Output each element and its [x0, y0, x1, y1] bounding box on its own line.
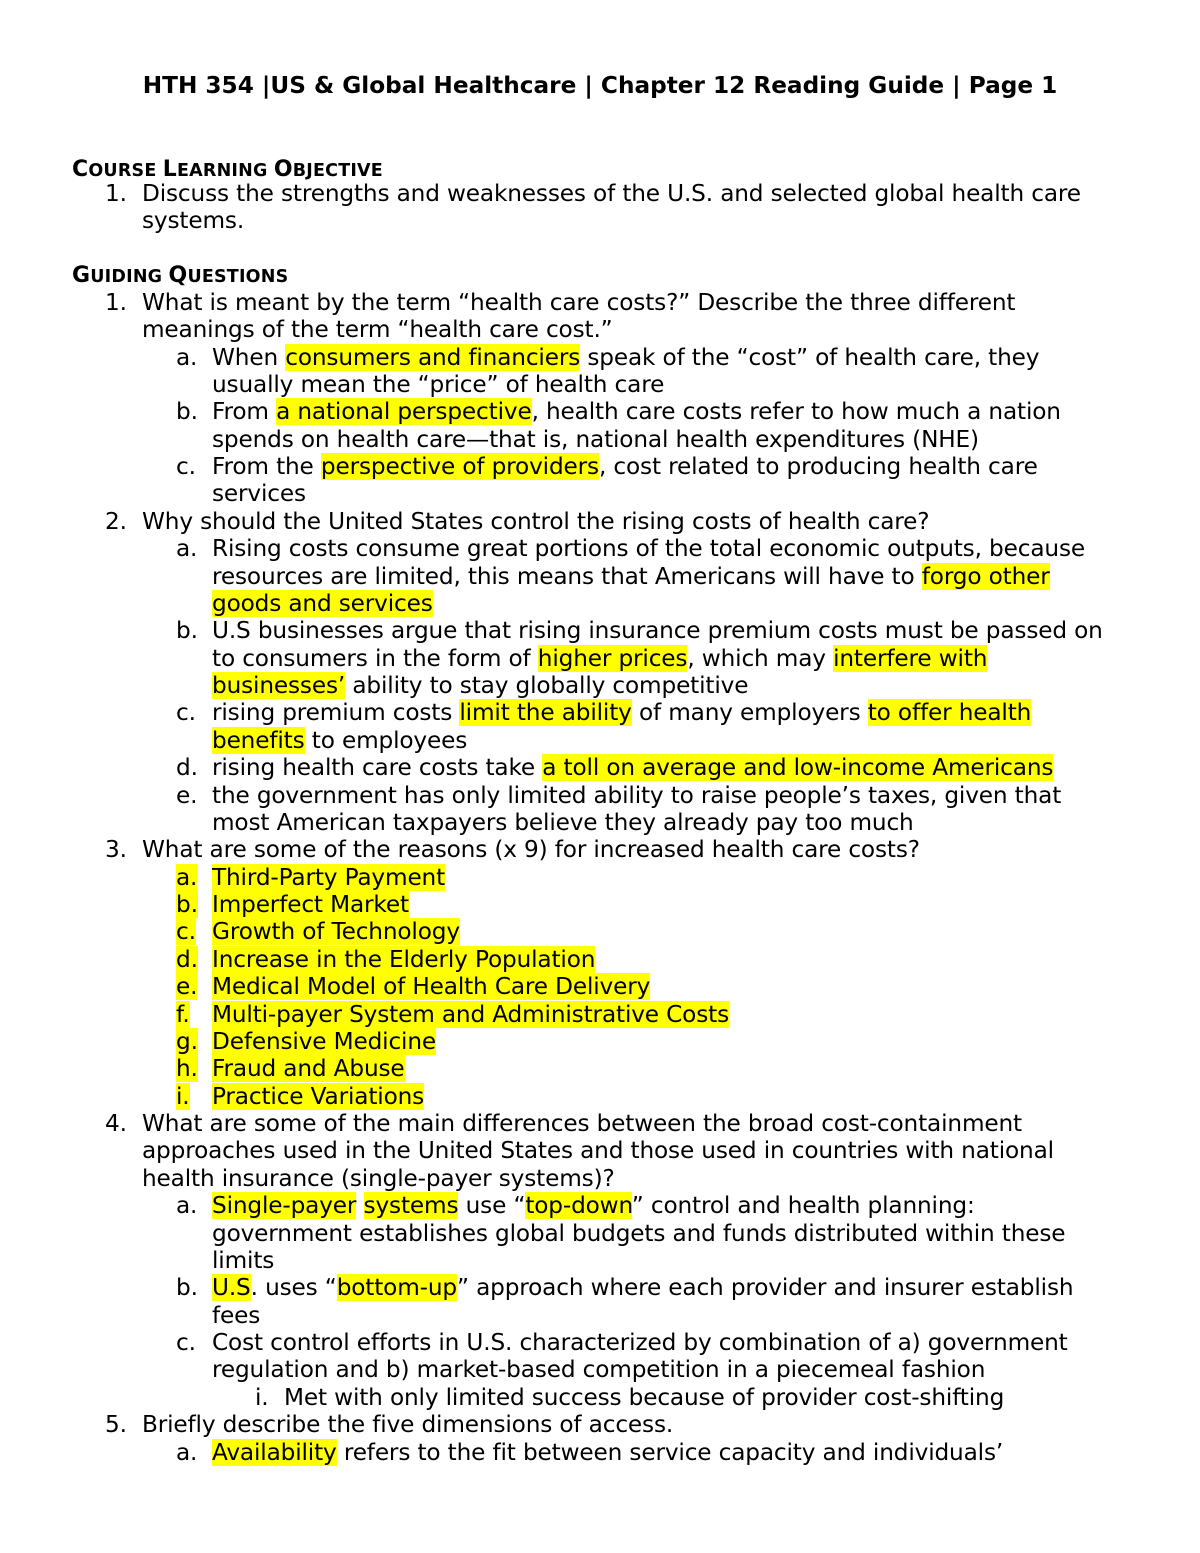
highlight: higher prices	[537, 645, 688, 672]
list-marker: a.	[176, 535, 198, 562]
list-marker: 3.	[105, 836, 127, 863]
highlight: Increase in the Elderly Population	[212, 946, 596, 973]
answer-line	[212, 918, 460, 945]
answer-line: regulation and b) market-based competition in a piecemeal fashion	[212, 1356, 986, 1383]
list-marker: c.	[176, 699, 196, 726]
highlight: Multi-payer System and Administrative Costs	[212, 1001, 730, 1028]
answer-line: From a national perspective, health care costs refer to how much a nation	[212, 398, 1061, 425]
list-marker: h.	[176, 1055, 198, 1082]
list-marker: i.	[255, 1384, 269, 1411]
list-marker: c.	[176, 1329, 196, 1356]
highlight: consumers and financiers	[285, 344, 581, 371]
question-line: Briefly describe the five dimensions of access.	[142, 1411, 674, 1438]
list-marker: b.	[176, 891, 198, 918]
list-marker: 1.	[105, 180, 127, 207]
answer-line: benefits to employees	[212, 727, 468, 754]
answer-line: businesses’ ability to stay globally competitive	[212, 672, 749, 699]
list-marker: a.	[176, 864, 198, 891]
answer-line	[212, 1083, 424, 1110]
list-marker: d.	[176, 946, 198, 973]
answer-line: Rising costs consume great portions of the total economic outputs, because	[212, 535, 1085, 562]
answer-line: When consumers and financiers speak of the “cost” of health care, they	[212, 344, 1040, 371]
highlight: interfere with	[833, 645, 988, 672]
question-line: What is meant by the term “health care costs?” Describe the three different	[142, 289, 1016, 316]
list-marker: b.	[176, 617, 198, 644]
highlight: bottom-up	[336, 1274, 457, 1301]
list-marker: 4.	[105, 1110, 127, 1137]
question-line: meanings of the term “health care cost.”	[142, 316, 613, 343]
highlight: Availability	[212, 1439, 337, 1466]
list-marker: a.	[176, 1439, 198, 1466]
highlight: systems	[363, 1192, 459, 1219]
highlight: U.S	[212, 1274, 251, 1301]
list-marker: 1.	[105, 289, 127, 316]
highlight: a toll on average and low-income Americans	[542, 754, 1054, 781]
answer-line: spends on health care—that is, national health expenditures (NHE)	[212, 426, 979, 453]
list-marker: i.	[176, 1083, 190, 1110]
list-marker: f.	[176, 1001, 190, 1028]
answer-line	[212, 1001, 729, 1028]
guiding-questions-heading: GUIDING QUESTIONS	[72, 263, 289, 288]
answer-line	[212, 1028, 436, 1055]
list-marker: c.	[176, 453, 196, 480]
answer-line: fees	[212, 1302, 261, 1329]
answer-line: usually mean the “price” of health care	[212, 371, 665, 398]
answer-line: to consumers in the form of higher prices, which may interfere with	[212, 645, 988, 672]
highlight: Imperfect Market	[212, 891, 409, 918]
answer-line: services	[212, 480, 306, 507]
answer-line	[212, 973, 650, 1000]
list-marker: a.	[176, 344, 198, 371]
highlight: goods and services	[212, 590, 433, 617]
answer-line	[212, 1055, 405, 1082]
highlight: Third-Party Payment	[212, 864, 446, 891]
highlight: top-down	[525, 1192, 632, 1219]
answer-line: U.S. uses “bottom-up” approach where each provider and insurer establish	[212, 1274, 1074, 1301]
list-marker: c.	[176, 918, 196, 945]
answer-line	[212, 864, 445, 891]
answer-line: rising health care costs take a toll on average and low-income Americans	[212, 754, 1054, 781]
highlight: Fraud and Abuse	[212, 1055, 405, 1082]
highlight: limit the ability	[459, 699, 632, 726]
answer-line	[212, 891, 409, 918]
answer-line: the government has only limited ability to raise people’s taxes, given that	[212, 782, 1062, 809]
list-marker: 5.	[105, 1411, 127, 1438]
highlight: Defensive Medicine	[212, 1028, 437, 1055]
highlight: benefits	[212, 727, 305, 754]
answer-line	[212, 590, 433, 617]
highlight: a national perspective	[276, 398, 532, 425]
answer-line	[212, 946, 595, 973]
list-marker: b.	[176, 398, 198, 425]
list-marker: e.	[176, 973, 198, 1000]
list-marker: b.	[176, 1274, 198, 1301]
highlight: Growth of Technology	[212, 918, 460, 945]
course-learning-objective-heading: COURSE LEARNING OBJECTIVE	[72, 157, 383, 182]
answer-line: rising premium costs limit the ability of many employers to offer health	[212, 699, 1032, 726]
objective-line: systems.	[142, 207, 245, 234]
list-marker: 2.	[105, 508, 127, 535]
answer-line: From the perspective of providers, cost related to producing health care	[212, 453, 1038, 480]
highlight: Single-payer	[212, 1192, 357, 1219]
answer-line: U.S businesses argue that rising insurance premium costs must be passed on	[212, 617, 1103, 644]
highlight: perspective of providers	[320, 453, 599, 480]
answer-line: Cost control efforts in U.S. characterized by combination of a) government	[212, 1329, 1068, 1356]
answer-line: Met with only limited success because of provider cost-shifting	[284, 1384, 1005, 1411]
highlight: to offer health	[867, 699, 1032, 726]
answer-line: resources are limited, this means that Americans will have to forgo other	[212, 563, 1050, 590]
answer-line: Single-payer systems use “top-down” control and health planning:	[212, 1192, 975, 1219]
highlight: Medical Model of Health Care Delivery	[212, 973, 651, 1000]
page-header: HTH 354 |US & Global Healthcare | Chapter 12 Reading Guide | Page 1	[142, 72, 1058, 99]
highlight: forgo other	[921, 563, 1050, 590]
list-marker: e.	[176, 782, 198, 809]
question-line: approaches used in the United States and those used in countries with national	[142, 1137, 1054, 1164]
question-line: What are some of the reasons (x 9) for increased health care costs?	[142, 836, 920, 863]
list-marker: d.	[176, 754, 198, 781]
list-marker: g.	[176, 1028, 198, 1055]
list-marker: a.	[176, 1192, 198, 1219]
highlight: businesses’	[212, 672, 346, 699]
answer-line: Availability refers to the fit between service capacity and individuals’	[212, 1439, 1004, 1466]
question-line: What are some of the main differences between the broad cost-containment	[142, 1110, 1022, 1137]
answer-line: limits	[212, 1247, 275, 1274]
objective-line: Discuss the strengths and weaknesses of the U.S. and selected global health care	[142, 180, 1081, 207]
highlight: Practice Variations	[212, 1083, 425, 1110]
answer-line: government establishes global budgets and funds distributed within these	[212, 1220, 1066, 1247]
question-line: Why should the United States control the rising costs of health care?	[142, 508, 930, 535]
answer-line: most American taxpayers believe they already pay too much	[212, 809, 914, 836]
question-line: health insurance (single-payer systems)?	[142, 1165, 615, 1192]
